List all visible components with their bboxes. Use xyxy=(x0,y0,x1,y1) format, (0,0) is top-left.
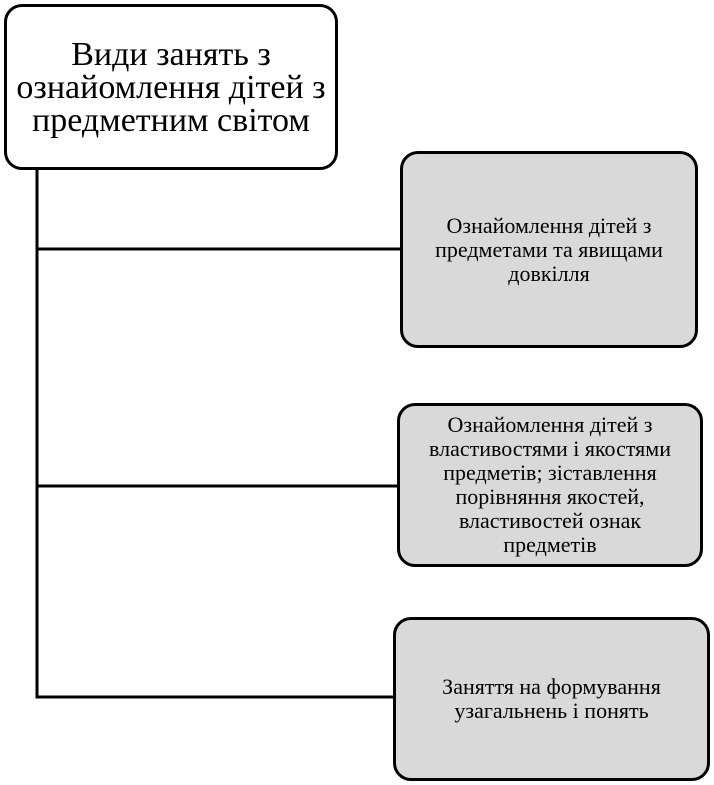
root-node xyxy=(4,4,338,170)
child-node-2-label: Ознайомлення дітей з властивостями і якостями предметів; зіставлення порівняння якостей, властивостей ознак предметів xyxy=(429,412,671,557)
child-node-1-label: Ознайомлення дітей з предметами та явищами довкілля xyxy=(435,212,663,286)
child-node-3-label: Заняття на формування узагальнень і понять xyxy=(442,674,661,723)
root-node-label: Види занять з ознайомлення дітей з предметним світом xyxy=(16,35,326,139)
child-node-2 xyxy=(397,403,703,567)
child-node-3 xyxy=(393,617,710,781)
child-node-1 xyxy=(400,151,698,348)
